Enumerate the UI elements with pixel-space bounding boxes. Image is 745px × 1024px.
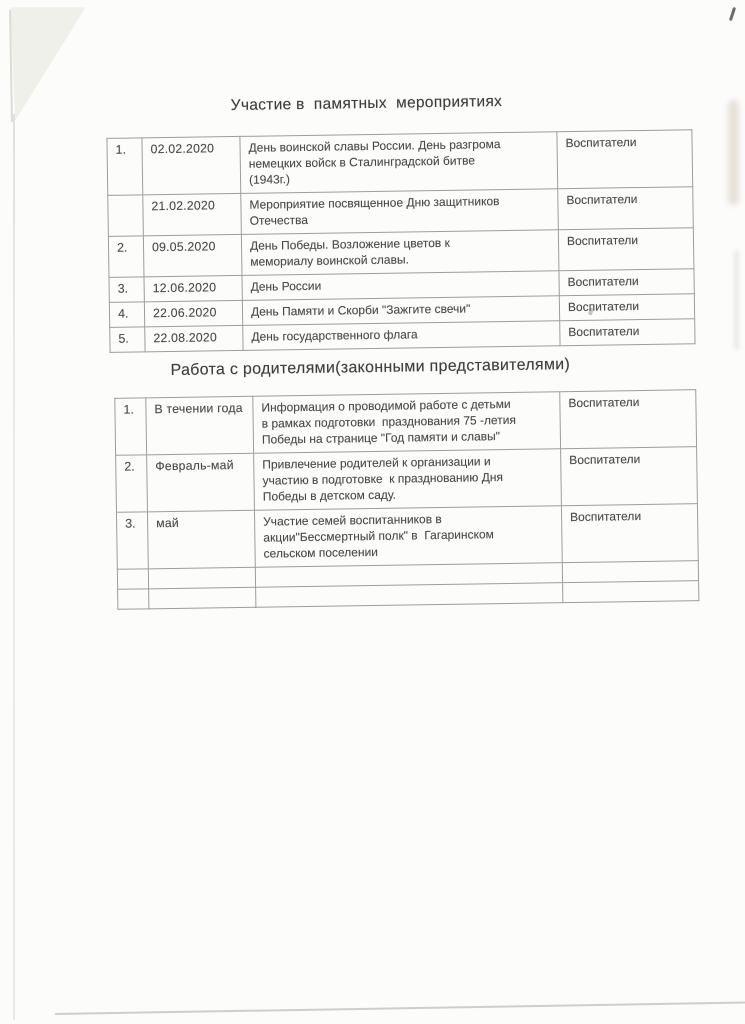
- cell-resp: Воспитатели: [557, 130, 693, 189]
- cell-when: В течении года: [146, 396, 254, 455]
- cell-desc: День Победы. Возложение цветов к мемориалу воинской славы.: [241, 230, 559, 276]
- cell-num: 2.: [108, 236, 144, 278]
- cell-desc: Участие семей воспитанников в акции"Бессмертный полк" в Гагаринском сельском поселении: [254, 506, 562, 568]
- cell-num: [118, 589, 149, 609]
- cell-resp: Воспитатели: [559, 294, 694, 321]
- cell-num: 3.: [109, 277, 144, 303]
- cell-resp: [563, 581, 699, 603]
- cell-desc: День России: [242, 271, 559, 301]
- cell-num: [108, 195, 144, 237]
- cell-resp: Воспитатели: [560, 319, 695, 346]
- cell-desc: День Памяти и Скорби "Зажгите свечи": [242, 296, 559, 326]
- cell-resp: [562, 561, 698, 583]
- table-row: [116, 447, 698, 513]
- cell-desc: Информация о проводимой работе с детьми в рамках подготовки празднования 75 -летия Победы на странице "Год памяти и славы": [253, 392, 561, 454]
- cell-when: Февраль-май: [147, 453, 255, 512]
- cell-resp: Воспитатели: [561, 504, 698, 563]
- cell-desc: Мероприятие посвященное Дню защитников Отечества: [241, 189, 559, 235]
- cell-resp: Воспитатели: [558, 187, 694, 230]
- table-row: [107, 130, 693, 196]
- cell-when: 09.05.2020: [143, 234, 242, 276]
- cell-resp: Воспитатели: [558, 228, 694, 271]
- cell-num: 3.: [116, 512, 148, 569]
- memorial-events-table: [106, 129, 695, 353]
- cell-desc: Привлечение родителей к организации и участию в подготовке к празднованию Дня Победы в детском саду.: [254, 449, 562, 511]
- cell-when: 22.08.2020: [145, 325, 243, 351]
- cell-when: 21.02.2020: [143, 193, 242, 235]
- cell-desc: [256, 583, 563, 608]
- table-row: [115, 390, 697, 456]
- cell-num: 5.: [110, 327, 145, 353]
- section-title-memorial-events: Участие в памятных мероприятиях: [230, 93, 503, 115]
- cell-when: 02.02.2020: [142, 136, 241, 194]
- cell-when: 22.06.2020: [144, 300, 242, 326]
- cell-num: 1.: [107, 138, 143, 196]
- cell-num: 4.: [109, 302, 144, 328]
- cell-resp: Воспитатели: [561, 447, 698, 506]
- parents-work-table: [114, 389, 699, 610]
- cell-desc: День воинской славы России. День разгрома немецких войск в Сталинградской битве (1943г.): [240, 132, 558, 194]
- table-row: [116, 504, 698, 570]
- cell-when: [149, 587, 256, 609]
- cell-when: май: [147, 510, 255, 569]
- cell-when: [148, 567, 255, 589]
- cell-num: [117, 569, 148, 589]
- cell-num: 2.: [116, 455, 148, 512]
- parents-work-table-body: [115, 390, 699, 610]
- cell-when: 12.06.2020: [144, 275, 242, 301]
- cell-resp: Воспитатели: [560, 390, 697, 449]
- cell-desc: День государственного флага: [243, 321, 560, 351]
- memorial-events-table-body: [107, 130, 695, 353]
- section-title-parents-work: Работа с родителями(законными представителями): [170, 356, 571, 379]
- cell-num: 1.: [115, 398, 147, 455]
- cell-resp: Воспитатели: [559, 269, 694, 296]
